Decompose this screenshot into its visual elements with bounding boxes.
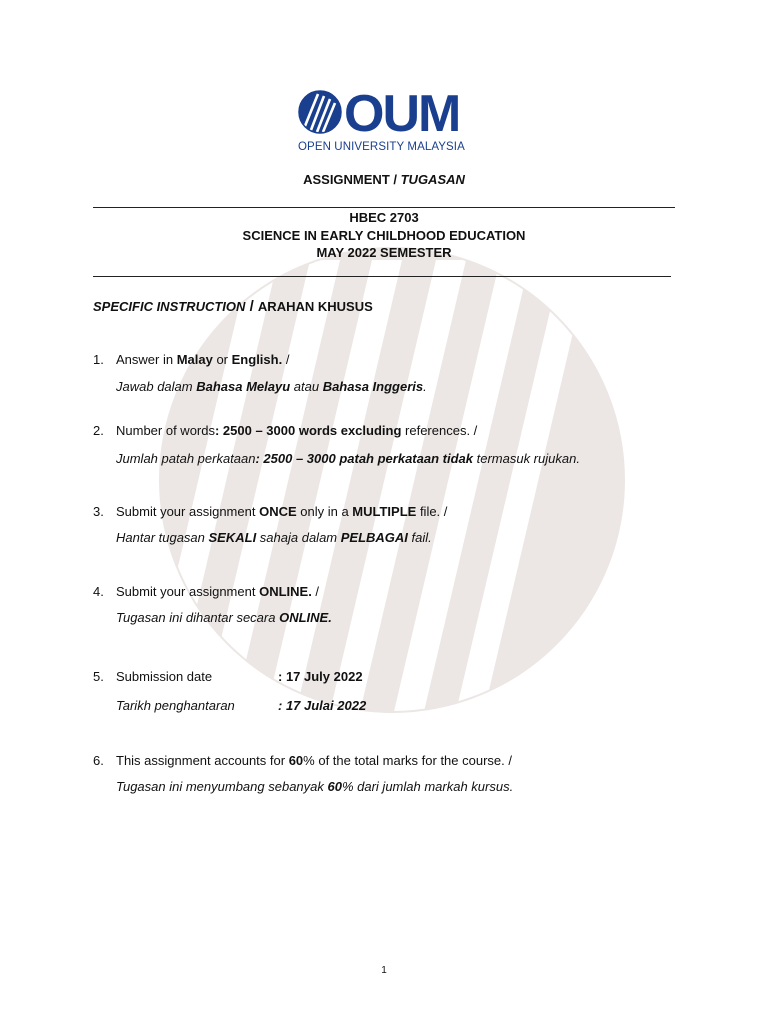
divider-top bbox=[93, 207, 675, 208]
instruction-item-2-malay: Jumlah patah perkataan: 2500 – 3000 patah perkataan tidak termasuk rujukan. bbox=[116, 451, 580, 466]
instruction-item-5: 5. Submission date : 17 July 2022 bbox=[93, 669, 363, 684]
instruction-item-4-malay: Tugasan ini dihantar secara ONLINE. bbox=[116, 610, 332, 625]
logo-acronym: OUM bbox=[344, 85, 460, 143]
divider-bottom bbox=[93, 276, 671, 277]
instruction-item-6-malay: Tugasan ini menyumbang sebanyak 60% dari jumlah markah kursus. bbox=[116, 779, 514, 794]
page-number: 1 bbox=[381, 965, 387, 976]
instruction-heading: SPECIFIC INSTRUCTION / ARAHAN KHUSUS bbox=[93, 298, 373, 315]
instruction-item-1: 1. Answer in Malay or English. / bbox=[93, 352, 290, 367]
course-code: HBEC 2703 bbox=[349, 210, 419, 225]
instruction-item-4: 4. Submit your assignment ONLINE. / bbox=[93, 584, 320, 599]
assignment-title: ASSIGNMENT / TUGASAN bbox=[303, 172, 465, 187]
instruction-item-1-malay: Jawab dalam Bahasa Melayu atau Bahasa Inggeris. bbox=[116, 379, 427, 394]
instruction-item-3-malay: Hantar tugasan SEKALI sahaja dalam PELBAGAI fail. bbox=[116, 530, 432, 545]
instruction-item-5-malay: Tarikh penghantaran : 17 Julai 2022 bbox=[116, 698, 367, 713]
logo-university-name: OPEN UNIVERSITY MALAYSIA bbox=[298, 141, 465, 153]
course-semester: MAY 2022 SEMESTER bbox=[316, 245, 452, 260]
course-name: SCIENCE IN EARLY CHILDHOOD EDUCATION bbox=[242, 228, 526, 243]
instruction-item-6: 6. This assignment accounts for 60% of the total marks for the course. / bbox=[93, 753, 512, 768]
instruction-item-3: 3. Submit your assignment ONCE only in a MULTIPLE file. / bbox=[93, 504, 448, 519]
instruction-item-2: 2. Number of words: 2500 – 3000 words excluding references. / bbox=[93, 423, 478, 438]
